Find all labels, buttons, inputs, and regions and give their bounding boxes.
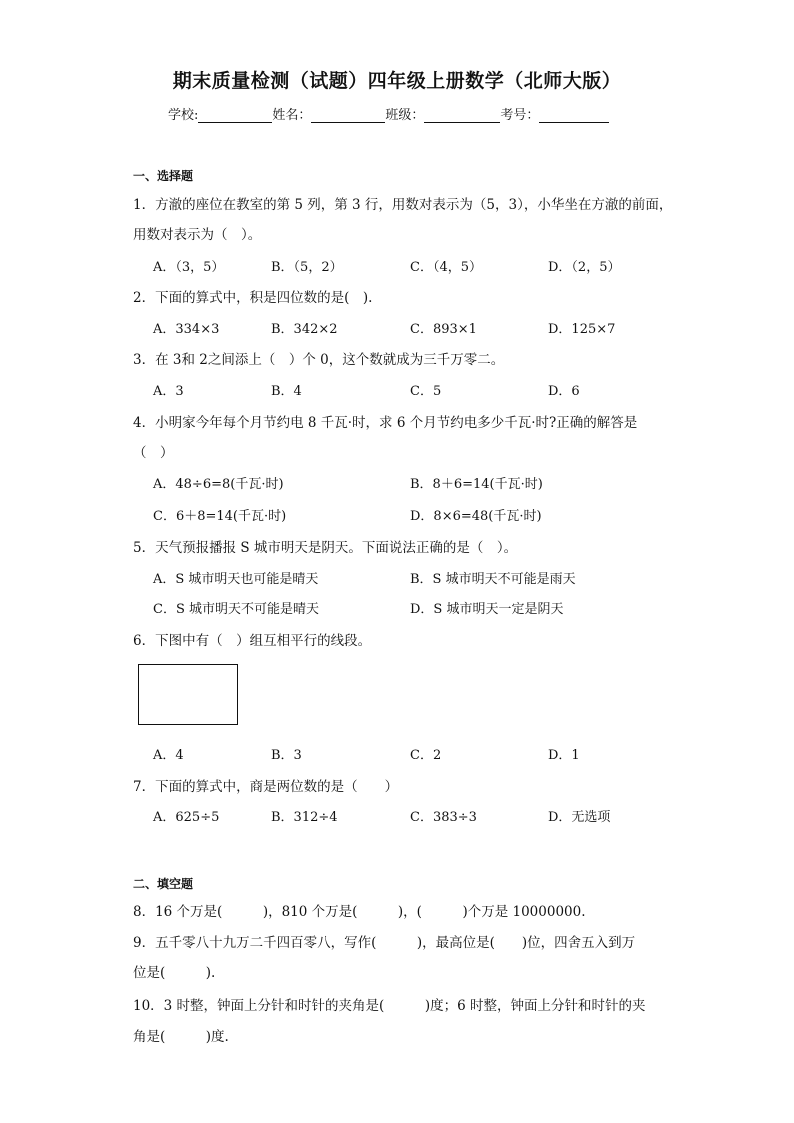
question-1-line-1: 1．方澈的座位在教室的第 5 列，第 3 行，用数对表示为（5，3），小华坐在方澈的前面，	[133, 197, 673, 213]
rectangle-figure	[138, 664, 238, 725]
question-3-line-1: 3．在 3和 2之间添上（ ）个 0，这个数就成为三千万零二。	[133, 352, 505, 368]
question-7-option-d[interactable]: D．无选项	[548, 810, 611, 825]
question-1-option-a[interactable]: A．（3，5）	[153, 260, 225, 275]
question-4-line-1: 4．小明家今年每个月节约电 8 千瓦·时，求 6 个月节约电多少千瓦·时?正确的解答是	[133, 415, 638, 431]
question-4-option-c[interactable]: C．6＋8=14(千瓦·时)	[153, 509, 287, 524]
section-choice-heading: 一、选择题	[133, 169, 194, 183]
question-3-option-b[interactable]: B．4	[271, 384, 302, 399]
question-7-line-1: 7．下面的算式中，商是两位数的是（ ）	[133, 779, 399, 795]
page-title: 期末质量检测（试题）四年级上册数学（北师大版）	[172, 70, 622, 92]
class-label: 班级：	[385, 108, 425, 123]
question-2-option-a[interactable]: A．334×3	[153, 322, 220, 337]
question-10-line-2: 角是( )度.	[133, 1029, 229, 1045]
question-1-option-b[interactable]: B．（5，2）	[271, 260, 343, 275]
question-2-option-c[interactable]: C．893×1	[410, 322, 477, 337]
question-7-option-c[interactable]: C．383÷3	[410, 810, 477, 825]
question-5-option-b[interactable]: B．S 城市明天不可能是雨天	[410, 572, 576, 587]
question-7-option-b[interactable]: B．312÷4	[271, 810, 338, 825]
question-5-option-c[interactable]: C．S 城市明天不可能是晴天	[153, 602, 319, 617]
question-5-option-d[interactable]: D．S 城市明天一定是阴天	[410, 602, 564, 617]
question-4-option-b[interactable]: B．8＋6=14(千瓦·时)	[410, 477, 543, 492]
question-5-line-1: 5．天气预报播报 S 城市明天是阴天。下面说法正确的是（ ）。	[133, 540, 518, 556]
question-4-option-a[interactable]: A．48÷6=8(千瓦·时)	[153, 477, 284, 492]
question-1-option-d[interactable]: D．（2，5）	[548, 260, 621, 275]
question-9-line-1: 9．五千零八十九万二千四百零八，写作( )，最高位是( )位，四舍五入到万	[133, 935, 636, 951]
number-label: 考号：	[500, 108, 540, 123]
question-9-line-2: 位是( ).	[133, 965, 216, 981]
question-1-line-2: 用数对表示为（ ）。	[133, 227, 262, 243]
school-blank[interactable]	[198, 108, 272, 123]
question-1-option-c[interactable]: C．（4，5）	[410, 260, 482, 275]
class-blank[interactable]	[424, 108, 500, 123]
question-3-option-d[interactable]: D．6	[548, 384, 580, 399]
number-blank[interactable]	[539, 108, 609, 123]
name-blank[interactable]	[311, 108, 385, 123]
question-3-option-a[interactable]: A．3	[153, 384, 184, 399]
question-2-line-1: 2．下面的算式中，积是四位数的是( ).	[133, 290, 373, 306]
question-6-option-d[interactable]: D．1	[548, 748, 580, 763]
question-4-line-2: （ ）	[133, 445, 174, 461]
school-label: 学校:	[168, 108, 199, 123]
question-5-option-a[interactable]: A．S 城市明天也可能是晴天	[153, 572, 319, 587]
question-2-option-b[interactable]: B．342×2	[271, 322, 338, 337]
section-fill-heading: 二、填空题	[133, 877, 194, 891]
student-info-row	[168, 104, 609, 123]
question-6-line-1: 6．下图中有（ ）组互相平行的线段。	[133, 633, 372, 649]
name-label: 姓名：	[272, 108, 312, 123]
question-6-option-b[interactable]: B．3	[271, 748, 302, 763]
question-7-option-a[interactable]: A．625÷5	[153, 810, 220, 825]
question-2-option-d[interactable]: D．125×7	[548, 322, 616, 337]
question-6-option-c[interactable]: C．2	[410, 748, 442, 763]
question-10-line-1: 10．3 时整，钟面上分针和时针的夹角是( )度；6 时整，钟面上分针和时针的夹	[133, 998, 646, 1014]
question-3-option-c[interactable]: C．5	[410, 384, 442, 399]
question-6-option-a[interactable]: A．4	[153, 748, 184, 763]
question-8-line-1: 8．16 个万是( )，810 个万是( )，( )个万是 10000000.	[133, 904, 586, 920]
question-4-option-d[interactable]: D．8×6=48(千瓦·时)	[410, 509, 542, 524]
